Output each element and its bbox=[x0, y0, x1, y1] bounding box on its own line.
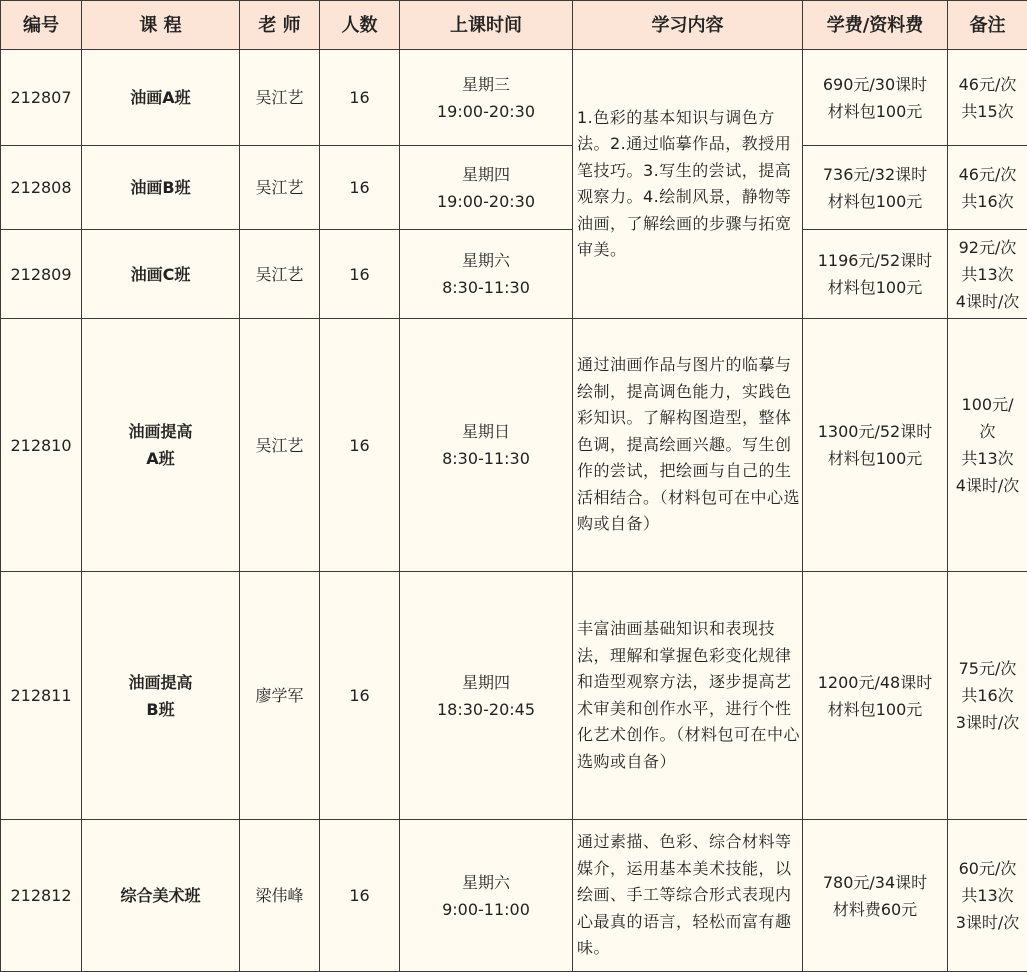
header-count: 人数 bbox=[320, 1, 400, 50]
cell-count: 16 bbox=[320, 820, 400, 972]
cell-note: 46元/次 共16次 bbox=[948, 146, 1027, 230]
cell-teacher: 吴江艺 bbox=[240, 230, 320, 319]
cell-teacher: 廖学军 bbox=[240, 572, 320, 820]
cell-teacher: 吴江艺 bbox=[240, 50, 320, 146]
header-row bbox=[1, 1, 1027, 50]
cell-fee: 690元/30课时 材料包100元 bbox=[803, 50, 948, 146]
cell-teacher: 吴江艺 bbox=[240, 319, 320, 572]
table-row bbox=[1, 820, 1027, 972]
cell-fee: 780元/34课时 材料费60元 bbox=[803, 820, 948, 972]
cell-time: 星期六 8:30-11:30 bbox=[400, 230, 573, 319]
cell-count: 16 bbox=[320, 319, 400, 572]
cell-course: 油画提高 B班 bbox=[82, 572, 240, 820]
cell-time: 星期四 18:30-20:45 bbox=[400, 572, 573, 820]
cell-id: 212807 bbox=[1, 50, 82, 146]
cell-id: 212808 bbox=[1, 146, 82, 230]
cell-count: 16 bbox=[320, 230, 400, 319]
cell-content: 通过油画作品与图片的临摹与绘制，提高调色能力，实践色彩知识。了解构图造型，整体色调，提高绘画兴趣。写生创作的尝试，把绘画与自己的生活相结合。（材料包可在中心选购或自备） bbox=[573, 319, 803, 572]
cell-note: 75元/次 共16次 3课时/次 bbox=[948, 572, 1027, 820]
header-id: 编号 bbox=[1, 1, 82, 50]
cell-teacher: 梁伟峰 bbox=[240, 820, 320, 972]
cell-course: 油画提高 A班 bbox=[82, 319, 240, 572]
cell-note: 100元/ 次 共13次 4课时/次 bbox=[948, 319, 1027, 572]
cell-time: 星期日 8:30-11:30 bbox=[400, 319, 573, 572]
cell-content-shared: 1.色彩的基本知识与调色方法。2.通过临摹作品，教授用笔技巧。3.写生的尝试，提高观察力。4.绘制风景，静物等油画，了解绘画的步骤与拓宽审美。 bbox=[573, 50, 803, 319]
cell-teacher: 吴江艺 bbox=[240, 146, 320, 230]
header-course: 课 程 bbox=[82, 1, 240, 50]
cell-fee: 1300元/52课时 材料包100元 bbox=[803, 319, 948, 572]
table-row bbox=[1, 50, 1027, 146]
header-teacher: 老 师 bbox=[240, 1, 320, 50]
cell-time: 星期六 9:00-11:00 bbox=[400, 820, 573, 972]
cell-count: 16 bbox=[320, 50, 400, 146]
cell-content: 通过素描、色彩、综合材料等媒介，运用基本美术技能，以绘画、手工等综合形式表现内心最真的语言，轻松而富有趣味。 bbox=[573, 820, 803, 972]
cell-course: 油画B班 bbox=[82, 146, 240, 230]
cell-note: 60元/次 共13次 3课时/次 bbox=[948, 820, 1027, 972]
cell-id: 212810 bbox=[1, 319, 82, 572]
cell-note: 92元/次 共13次 4课时/次 bbox=[948, 230, 1027, 319]
cell-course: 油画C班 bbox=[82, 230, 240, 319]
table-row bbox=[1, 572, 1027, 820]
cell-count: 16 bbox=[320, 572, 400, 820]
cell-fee: 736元/32课时 材料包100元 bbox=[803, 146, 948, 230]
header-note: 备注 bbox=[948, 1, 1027, 50]
cell-fee: 1196元/52课时 材料包100元 bbox=[803, 230, 948, 319]
table-row bbox=[1, 319, 1027, 572]
cell-fee: 1200元/48课时 材料包100元 bbox=[803, 572, 948, 820]
cell-count: 16 bbox=[320, 146, 400, 230]
cell-time: 星期三 19:00-20:30 bbox=[400, 50, 573, 146]
cell-id: 212812 bbox=[1, 820, 82, 972]
cell-id: 212809 bbox=[1, 230, 82, 319]
table-row bbox=[1, 146, 1027, 230]
header-fee: 学费/资料费 bbox=[803, 1, 948, 50]
table-row bbox=[1, 230, 1027, 319]
header-time: 上课时间 bbox=[400, 1, 573, 50]
cell-time: 星期四 19:00-20:30 bbox=[400, 146, 573, 230]
cell-note: 46元/次 共15次 bbox=[948, 50, 1027, 146]
cell-id: 212811 bbox=[1, 572, 82, 820]
cell-course: 综合美术班 bbox=[82, 820, 240, 972]
header-content: 学习内容 bbox=[573, 1, 803, 50]
cell-course: 油画A班 bbox=[82, 50, 240, 146]
cell-content: 丰富油画基础知识和表现技法，理解和掌握色彩变化规律和造型观察方法，逐步提高艺术审美和创作水平，进行个性化艺术创作。（材料包可在中心选购或自备） bbox=[573, 572, 803, 820]
